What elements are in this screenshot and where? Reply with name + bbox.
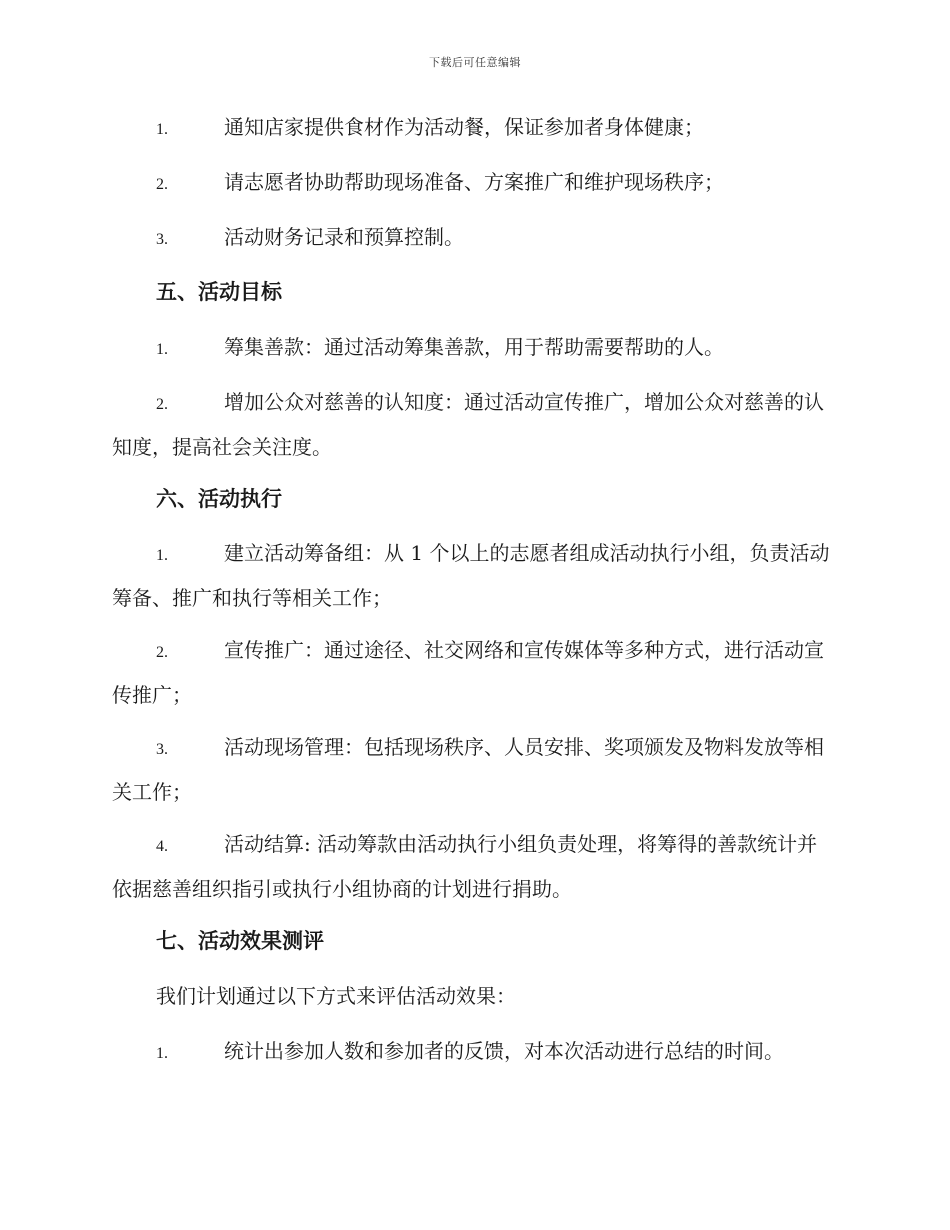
section-heading-execution: 六、活动执行 [156,486,282,511]
list-item [112,629,836,716]
list-item-number: 3. [156,741,168,758]
list-item-text: 通知店家提供食材作为活动餐，保证参加者身体健康； [224,115,704,139]
list-item-text: 宣传推广：通过途径、社交网络和宣传媒体等多种方式，进行活动宣传推广； [112,638,824,707]
list-item [112,726,836,813]
list-item-text: 活动结算: 活动筹款由活动执行小组负责处理，将筹得的善款统计并依据慈善组织指引或执行小组协商的计划进行捐助。 [112,832,818,901]
list-item-text: 统计出参加人数和参加者的反馈，对本次活动进行总结的时间。 [224,1039,784,1063]
page-header-note: 下载后可任意编辑 [429,56,521,69]
list-item [112,106,836,151]
list-item-text: 建立活动筹备组：从 1 个以上的志愿者组成活动执行小组，负责活动筹备、推广和执行等相关工作； [112,541,830,610]
list-item-number: 3. [156,231,168,248]
list-item-number: 2. [156,176,168,193]
list-item-text: 增加公众对慈善的认知度：通过活动宣传推广，增加公众对慈善的认知度，提高社会关注度。 [112,390,824,459]
list-item [112,326,836,371]
list-item-number: 2. [156,644,168,661]
list-item [112,823,836,910]
list-item-number: 1. [156,547,168,564]
list-item-number: 4. [156,838,168,855]
list-item [112,216,836,261]
section-heading-evaluation: 七、活动效果测评 [156,928,324,953]
list-item-text: 活动财务记录和预算控制。 [224,225,464,249]
list-item-number: 1. [156,1045,168,1062]
list-item [112,1030,836,1075]
list-item [112,381,836,468]
list-item-text: 筹集善款：通过活动筹集善款，用于帮助需要帮助的人。 [224,335,724,359]
list-item-number: 2. [156,396,168,413]
list-item [112,532,836,619]
list-item-number: 1. [156,121,168,138]
section-heading-goals: 五、活动目标 [156,279,282,304]
list-item [112,161,836,206]
section-intro-paragraph: 我们计划通过以下方式来评估活动效果： [156,984,516,1008]
list-item-text: 活动现场管理：包括现场秩序、人员安排、奖项颁发及物料发放等相关工作； [112,735,824,804]
list-item-text: 请志愿者协助帮助现场准备、方案推广和维护现场秩序； [224,170,724,194]
list-item-number: 1. [156,341,168,358]
